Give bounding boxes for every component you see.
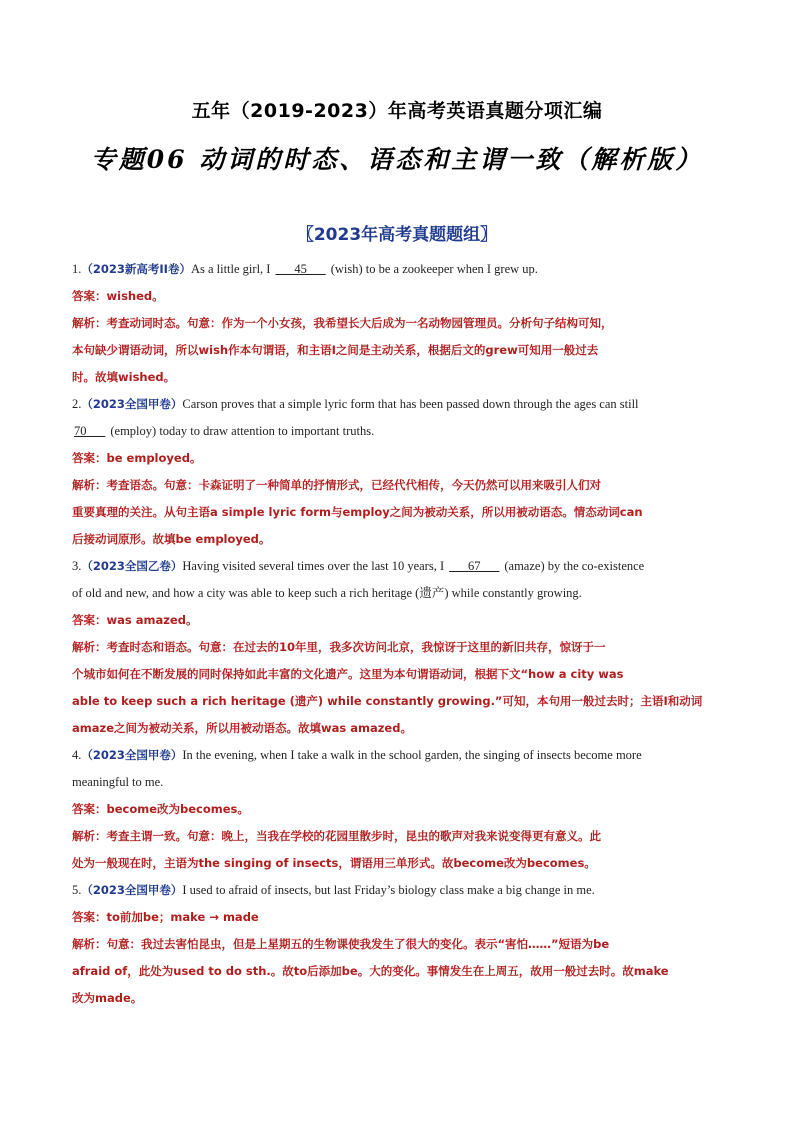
question-4-continued: meaningful to me. bbox=[72, 775, 164, 789]
answer-blank: ___45___ bbox=[275, 262, 326, 276]
answer-blank: ___67___ bbox=[449, 559, 500, 573]
question-number: 3. bbox=[72, 559, 82, 573]
question-5 bbox=[72, 877, 726, 904]
question-source: （2023全国乙卷） bbox=[81, 559, 183, 573]
question-2 bbox=[72, 391, 726, 418]
question-text: (amaze) by the co-existence bbox=[501, 559, 645, 573]
analysis-line: able to keep such a rich heritage (遗产) while constantly growing.”可知，本句用一般过去时；主语I和动词 bbox=[72, 694, 703, 708]
question-4 bbox=[72, 742, 726, 769]
question-text: Having visited several times over the last 10 years, I bbox=[182, 559, 448, 573]
question-source: （2023全国甲卷） bbox=[81, 883, 183, 897]
question-text: (employ) today to draw attention to important truths. bbox=[107, 424, 375, 438]
analysis-line: 解析：考查动词时态。句意：作为一个小女孩，我希望长大后成为一名动物园管理员。分析句子结构可知， bbox=[72, 316, 613, 330]
question-list bbox=[72, 256, 726, 1012]
answer-line: 答案：become改为becomes。 bbox=[72, 802, 249, 816]
question-number: 4. bbox=[72, 748, 82, 762]
analysis-line: 解析：考查主谓一致。句意：晚上，当我在学校的花园里散步时，昆虫的歌声对我来说变得更有意义。此 bbox=[72, 829, 601, 843]
analysis-line: 解析：句意：我过去害怕昆虫，但是上星期五的生物课使我发生了很大的变化。表示“害怕……”短语为be bbox=[72, 937, 610, 951]
answer-blank: 70___ bbox=[74, 424, 106, 438]
question-text: Carson proves that a simple lyric form that has been passed down through the ages can still bbox=[182, 397, 639, 411]
question-number: 5. bbox=[72, 883, 82, 897]
document-title: 五年（2019-2023）年高考英语真题分项汇编 bbox=[191, 100, 603, 122]
analysis-line: 后接动词原形。故填be employed。 bbox=[72, 532, 271, 546]
answer-line: 答案：wished。 bbox=[72, 289, 164, 303]
answer-line: 答案：to前加be；make → made bbox=[72, 910, 259, 924]
answer-line: 答案：was amazed。 bbox=[72, 613, 198, 627]
question-text: In the evening, when I take a walk in the school garden, the singing of insects become more bbox=[182, 748, 642, 762]
analysis-line: 时。故填wished。 bbox=[72, 370, 176, 384]
analysis-line: amaze之间为被动关系，所以用被动语态。故填was amazed。 bbox=[72, 721, 412, 735]
analysis-line: 解析：考查语态。句意：卡森证明了一种简单的抒情形式，已经代代相传，今天仍然可以用来吸引人们对 bbox=[72, 478, 601, 492]
question-text: I used to afraid of insects, but last Friday’s biology class make a big change in me. bbox=[182, 883, 595, 897]
analysis-line: 本句缺少谓语动词，所以wish作本句谓语，和主语I之间是主动关系，根据后文的grew可知用一般过去 bbox=[72, 343, 599, 357]
analysis-line: 个城市如何在不断发展的同时保持如此丰富的文化遗产。这里为本句谓语动词，根据下文“how a city was bbox=[72, 667, 624, 681]
question-source: （2023新高考II卷） bbox=[81, 262, 191, 276]
section-heading: 〖2023年高考真题题组〗 bbox=[296, 225, 498, 245]
analysis-line: 重要真理的关注。从句主语a simple lyric form与employ之间为被动关系，所以用被动语态。情态动词can bbox=[72, 505, 643, 519]
answer-line: 答案：be employed。 bbox=[72, 451, 202, 465]
topic-subtitle: 专题06 动词的时态、语态和主谓一致（解析版） bbox=[90, 145, 704, 174]
analysis-line: afraid of，此处为used to do sth.。故to后添加be。大的变化。事情发生在上周五，故用一般过去时。故make bbox=[72, 964, 669, 978]
question-source: （2023全国甲卷） bbox=[81, 748, 183, 762]
analysis-line: 处为一般现在时，主语为the singing of insects，谓语用三单形式。故become改为becomes。 bbox=[72, 856, 596, 870]
question-2-continued bbox=[72, 418, 726, 445]
question-text: (wish) to be a zookeeper when I grew up. bbox=[327, 262, 538, 276]
question-number: 2. bbox=[72, 397, 82, 411]
question-number: 1. bbox=[72, 262, 82, 276]
analysis-line: 解析：考查时态和语态。句意：在过去的10年里，我多次访问北京，我惊讶于这里的新旧共存，惊讶于一 bbox=[72, 640, 606, 654]
question-3 bbox=[72, 553, 726, 580]
question-source: （2023全国甲卷） bbox=[81, 397, 183, 411]
analysis-line: 改为made。 bbox=[72, 991, 143, 1005]
question-text: As a little girl, I bbox=[190, 262, 274, 276]
question-1 bbox=[72, 256, 726, 283]
question-3-continued: of old and new, and how a city was able to keep such a rich heritage (遗产) while constantly growing. bbox=[72, 586, 582, 600]
